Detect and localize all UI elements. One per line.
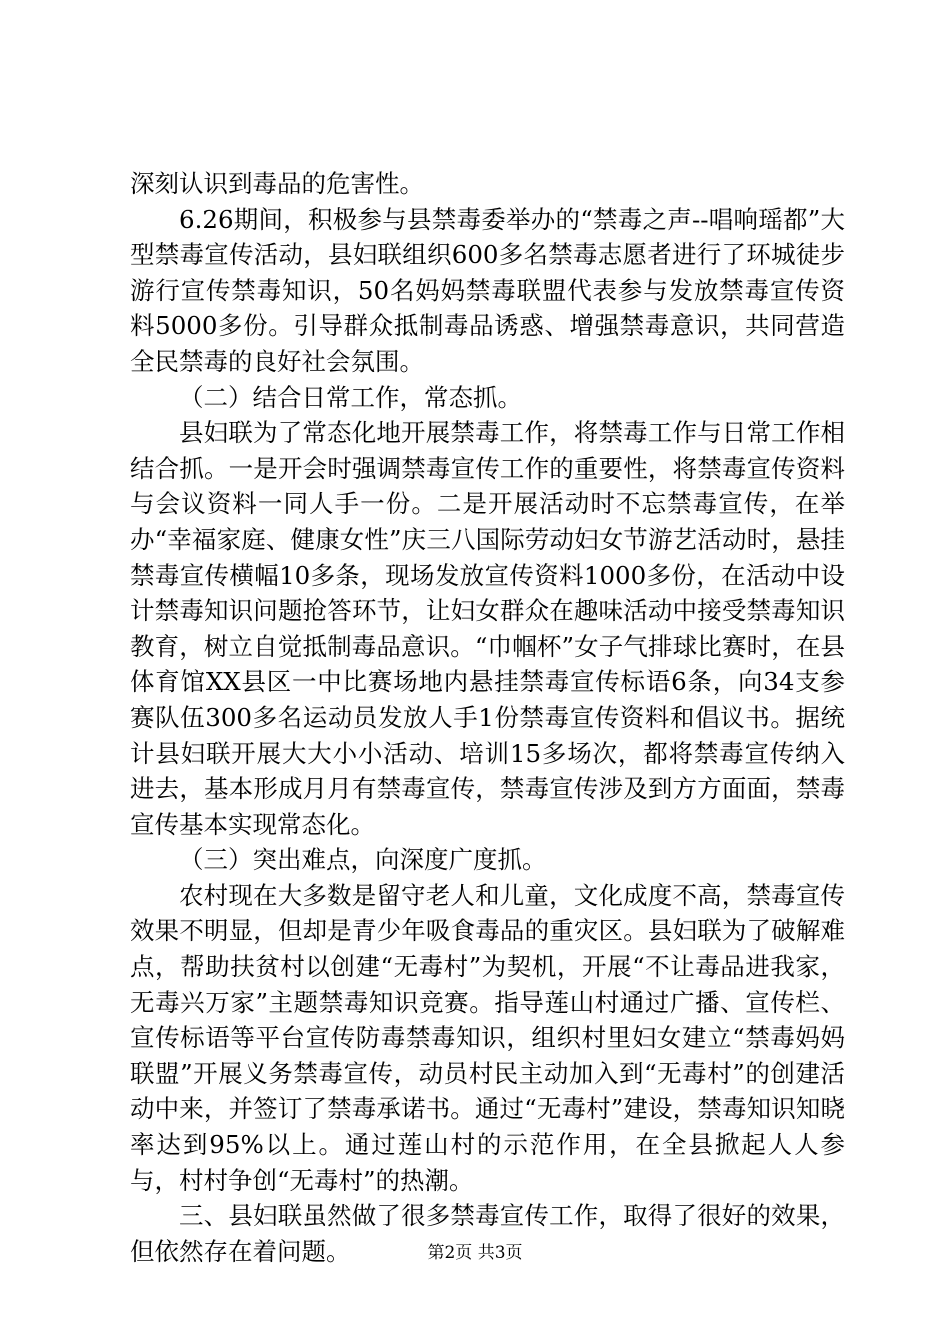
section-heading-3: （三）突出难点，向深度广度抓。 — [179, 845, 547, 875]
paragraph-rural-villages: 农村现在大多数是留守老人和儿童，文化成度不高，禁毒宣传效果不明显，但却是青少年吸食毒品的重灾区。县妇联为了破解难点，帮助扶贫村以创建“无毒村”为契机，开展“不让毒品进我家，无毒兴万家”主题禁毒知识竞赛。指导莲山村通过广播、宣传栏、宣传标语等平台宣传防毒禁毒知识，组织村里妇女建立“禁毒妈妈联盟”开展义务禁毒宣传，动员村民主动加入到“无毒村”的创建活动中来，并签订了禁毒承诺书。通过“无毒村”建设，禁毒知识知晓率达到95%以上。通过莲山村的示范作用，在全县掀起人人参与，村村争创“无毒村”的热潮。 — [130, 880, 845, 1195]
page-number-footer: 第2页 共3页 — [427, 1243, 523, 1263]
paragraph-problems-intro: 三、县妇联虽然做了很多禁毒宣传工作，取得了很好的效果，但依然存在着问题。 — [130, 1201, 845, 1266]
paragraph-daily-work: 县妇联为了常态化地开展禁毒工作，将禁毒工作与日常工作相结合抓。一是开会时强调禁毒宣传工作的重要性，将禁毒宣传资料与会议资料一同人手一份。二是开展活动时不忘禁毒宣传，在举办“幸福家庭、健康女性”庆三八国际劳动妇女节游艺活动时，悬挂禁毒宣传横幅10多条，现场发放宣传资料1000多份，在活动中设计禁毒知识问题抢答环节，让妇女群众在趣味活动中接受禁毒知识教育，树立自觉抵制毒品意识。“巾帼杯”女子气排球比赛时，在县体育馆XX县区一中比赛场地内悬挂禁毒宣传标语6条，向34支参赛队伍300多名运动员发放人手1份禁毒宣传资料和倡议书。据统计县妇联开展大大小小活动、培训15多场次，都将禁毒宣传纳入进去，基本形成月月有禁毒宣传，禁毒宣传涉及到方方面面，禁毒宣传基本实现常态化。 — [130, 418, 845, 839]
paragraph-continuation: 深刻认识到毒品的危害性。 — [130, 169, 424, 198]
paragraph-event-626: 6.26期间，积极参与县禁毒委举办的“禁毒之声--唱响瑶都”大型禁毒宣传活动，县妇联组织600多名禁毒志愿者进行了环城徒步游行宣传禁毒知识，50名妈妈禁毒联盟代表参与发放禁毒宣传资料5000多份。引导群众抵制毒品诱惑、增强禁毒意识，共同营造全民禁毒的良好社会氛围。 — [130, 204, 845, 376]
section-heading-2: （二）结合日常工作，常态抓。 — [179, 382, 522, 412]
document-body — [130, 166, 845, 1269]
